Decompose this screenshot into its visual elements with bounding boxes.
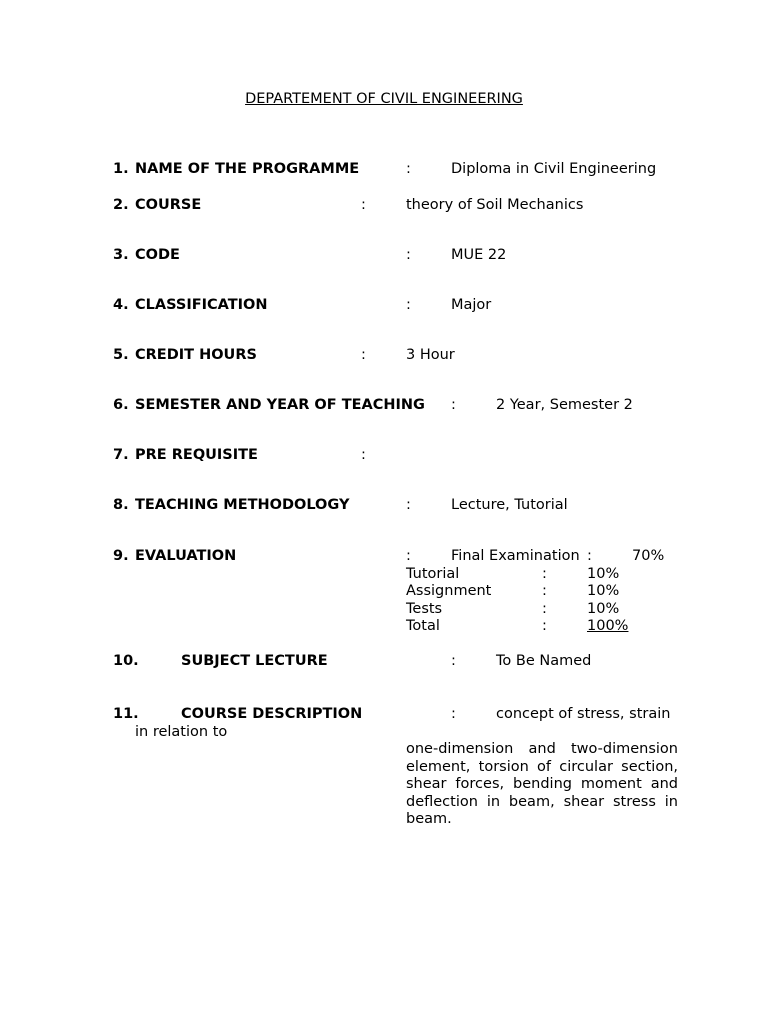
item-number: 6. xyxy=(113,397,129,413)
item-separator: : xyxy=(406,247,411,263)
evaluation-percent: 10% xyxy=(587,566,620,582)
item-label: PRE REQUISITE xyxy=(135,447,258,463)
item-number: 5. xyxy=(113,347,129,363)
evaluation-separator: : xyxy=(542,618,547,634)
item-value: 2 Year, Semester 2 xyxy=(496,397,633,413)
evaluation-separator: : xyxy=(587,548,592,564)
evaluation-name: Assignment xyxy=(406,583,492,599)
item-separator: : xyxy=(451,397,456,413)
item-number: 1. xyxy=(113,161,129,177)
item-separator: : xyxy=(361,347,366,363)
item-value: concept of stress, strain xyxy=(496,706,671,722)
evaluation-total-percent: 100% xyxy=(587,618,629,634)
item-label: CLASSIFICATION xyxy=(135,297,268,313)
item-label: TEACHING METHODOLOGY xyxy=(135,497,350,513)
item-value: theory of Soil Mechanics xyxy=(406,197,584,213)
item-separator: : xyxy=(451,653,456,669)
item-separator: : xyxy=(406,297,411,313)
item-label: CODE xyxy=(135,247,180,263)
evaluation-percent: 70% xyxy=(632,548,665,564)
item-number: 4. xyxy=(113,297,129,313)
item-value: To Be Named xyxy=(496,653,592,669)
item-separator: : xyxy=(361,447,366,463)
item-label: EVALUATION xyxy=(135,548,237,564)
item-number: 7. xyxy=(113,447,129,463)
item-label: COURSE xyxy=(135,197,202,213)
item-label: CREDIT HOURS xyxy=(135,347,257,363)
course-description-continuation: in relation to xyxy=(135,724,228,740)
item-separator: : xyxy=(451,706,456,722)
item-separator: : xyxy=(406,497,411,513)
page-title: DEPARTEMENT OF CIVIL ENGINEERING xyxy=(245,91,523,107)
evaluation-name: Tutorial xyxy=(406,566,460,582)
item-label: SEMESTER AND YEAR OF TEACHING xyxy=(135,397,425,413)
evaluation-separator: : xyxy=(542,601,547,617)
item-label: SUBJECT LECTURE xyxy=(181,653,328,669)
item-number: 11. xyxy=(113,706,139,722)
item-value: Lecture, Tutorial xyxy=(451,497,568,513)
evaluation-name: Total xyxy=(406,618,440,634)
item-value: MUE 22 xyxy=(451,247,507,263)
item-number: 8. xyxy=(113,497,129,513)
evaluation-separator: : xyxy=(542,566,547,582)
evaluation-separator: : xyxy=(542,583,547,599)
evaluation-name: Final Examination xyxy=(451,548,580,564)
item-number: 9. xyxy=(113,548,129,564)
item-value: Diploma in Civil Engineering xyxy=(451,161,657,177)
item-label: NAME OF THE PROGRAMME xyxy=(135,161,360,177)
evaluation-percent: 10% xyxy=(587,601,620,617)
item-separator: : xyxy=(406,161,411,177)
course-description-body: one-dimension and two-dimension element, torsion of circular section, shear forces, bending moment and deflection in beam, shear stress in beam. xyxy=(406,741,678,827)
item-value: Major xyxy=(451,297,492,313)
item-label: COURSE DESCRIPTION xyxy=(181,706,363,722)
item-number: 10. xyxy=(113,653,139,669)
evaluation-name: Tests xyxy=(406,601,443,617)
item-number: 2. xyxy=(113,197,129,213)
item-value: 3 Hour xyxy=(406,347,455,363)
item-separator: : xyxy=(406,548,411,564)
evaluation-percent: 10% xyxy=(587,583,620,599)
item-number: 3. xyxy=(113,247,129,263)
item-separator: : xyxy=(361,197,366,213)
